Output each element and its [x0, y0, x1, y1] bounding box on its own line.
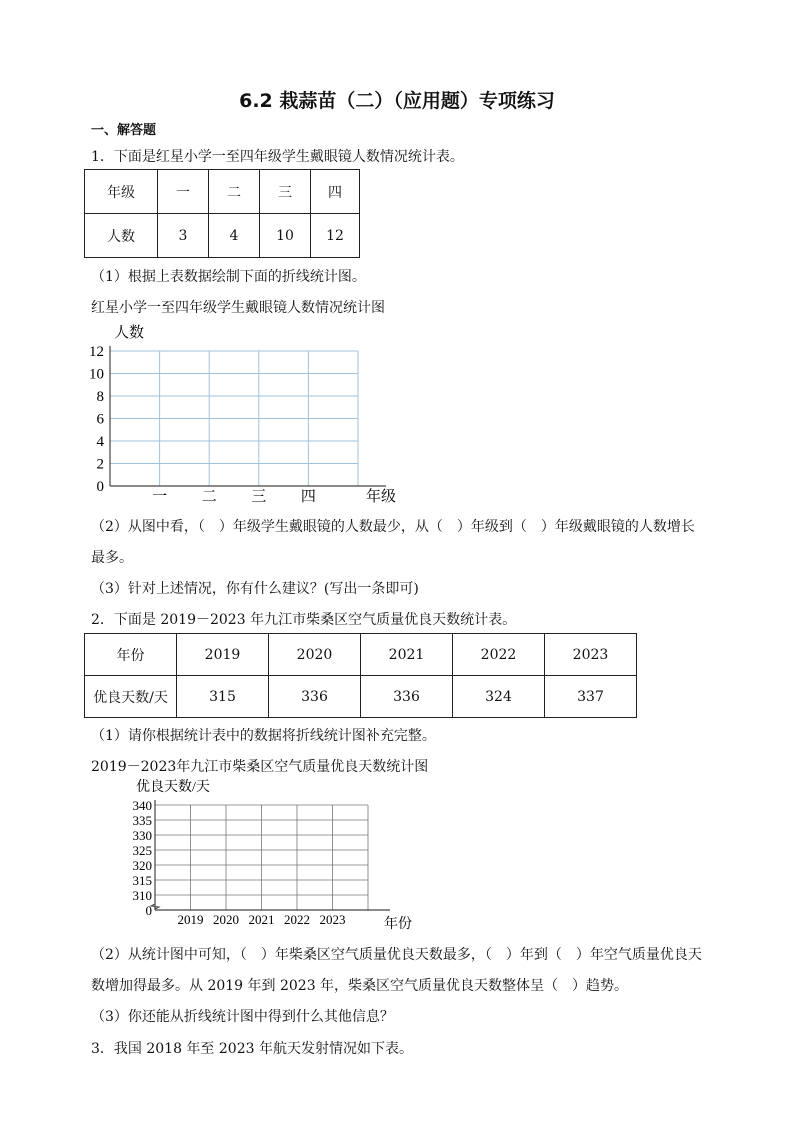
q1-table — [84, 169, 360, 258]
q1-table-cell: 10 — [260, 214, 311, 258]
q2-table-cell: 2021 — [361, 634, 453, 676]
q1-y-tick-label: 10 — [89, 366, 104, 383]
page-title: 6.2 栽蒜苗（二）（应用题）专项练习 — [239, 90, 555, 112]
q2-table-cell: 2022 — [453, 634, 545, 676]
q2-table-cell: 年份 — [85, 634, 177, 676]
q1-table-cell: 3 — [158, 214, 209, 258]
q2-sub3: （3）你还能从折线统计图中得到什么其他信息？ — [91, 1009, 394, 1025]
q2-sub2-line1: （2）从统计图中可知，（ ）年柴桑区空气质量优良天数最多，（ ）年到（ ）年空气质量优良天 — [91, 947, 702, 963]
q1-line-chart — [84, 320, 424, 508]
q1-table-row — [85, 170, 360, 214]
q2-x-tick-label: 2020 — [213, 912, 239, 927]
q2-sub2-line2: 数增加得最多。从 2019 年到 2023 年，柴桑区空气质量优良天数整体呈（ ）趋势。 — [91, 978, 629, 994]
q1-sub1: （1）根据上表数据绘制下面的折线统计图。 — [91, 269, 366, 285]
q1-x-tick-label: 四 — [300, 489, 316, 505]
q1-x-tick-label: 三 — [251, 489, 267, 505]
q2-y-tick-label: 0 — [145, 903, 152, 918]
q2-y-axis-label: 优良天数/天 — [136, 780, 210, 795]
q2-x-tick-label: 2019 — [177, 912, 204, 927]
q1-y-tick-label: 8 — [96, 389, 104, 405]
q2-y-tick-label: 315 — [132, 873, 152, 888]
q2-chart-title: 2019－2023年九江市柴桑区空气质量优良天数统计图 — [91, 759, 429, 775]
q2-table-cell: 336 — [361, 676, 453, 718]
q1-x-tick-label: 二 — [201, 489, 217, 505]
q1-table-cell: 人数 — [85, 214, 158, 258]
q1-table-cell: 三 — [260, 170, 311, 214]
q1-table-cell: 一 — [158, 170, 209, 214]
q2-y-tick-label: 310 — [132, 888, 152, 903]
q2-table-cell: 2019 — [177, 634, 269, 676]
q2-y-tick-label: 320 — [132, 858, 152, 873]
q2-table-row — [85, 634, 637, 676]
q1-sub3: （3）针对上述情况，你有什么建议？(写出一条即可) — [91, 581, 419, 597]
q1-table-cell: 二 — [209, 170, 260, 214]
q2-x-axis-label: 年份 — [384, 917, 412, 932]
q2-table-cell: 2020 — [269, 634, 361, 676]
q2-y-tick-label: 340 — [132, 798, 152, 813]
q2-table-cell: 优良天数/天 — [85, 676, 177, 718]
q2-table-cell: 337 — [545, 676, 637, 718]
q1-y-tick-label: 2 — [96, 456, 104, 473]
q2-x-tick-label: 2022 — [284, 912, 310, 927]
q2-table-cell: 315 — [177, 676, 269, 718]
q1-stem: 1．下面是红星小学一至四年级学生戴眼镜人数情况统计表。 — [91, 149, 464, 165]
q1-table-cell: 四 — [311, 170, 360, 214]
q1-sub2-line1: （2）从图中看，（ ）年级学生戴眼镜的人数最少，从（ ）年级到（ ）年级戴眼镜的人数增长 — [91, 519, 695, 535]
q2-table-row — [85, 676, 637, 718]
q3-stem: 3．我国 2018 年至 2023 年航天发射情况如下表。 — [91, 1041, 413, 1057]
q2-x-tick-label: 2023 — [319, 912, 346, 927]
q1-x-tick-label: 一 — [152, 489, 168, 505]
q2-stem: 2．下面是 2019－2023 年九江市柴桑区空气质量优良天数统计表。 — [91, 612, 517, 628]
q2-table-cell: 2023 — [545, 634, 637, 676]
q1-y-tick-label: 4 — [96, 434, 104, 450]
q1-y-tick-label: 12 — [89, 344, 104, 360]
q2-y-tick-label: 325 — [132, 843, 152, 858]
q1-table-row — [85, 214, 360, 258]
q1-table-cell: 4 — [209, 214, 260, 258]
q1-x-axis-label: 年级 — [366, 489, 397, 505]
q1-y-tick-label: 0 — [96, 479, 104, 495]
q2-table-cell: 336 — [269, 676, 361, 718]
q1-y-axis-label: 人数 — [114, 325, 145, 341]
q2-y-tick-label: 330 — [132, 828, 152, 843]
q2-sub1: （1）请你根据统计表中的数据将折线统计图补充完整。 — [91, 728, 436, 744]
q2-x-tick-label: 2021 — [248, 912, 275, 927]
q2-table-cell: 324 — [453, 676, 545, 718]
q1-y-tick-label: 6 — [96, 411, 104, 428]
q1-table-cell: 12 — [311, 214, 360, 258]
q2-y-tick-label: 335 — [132, 813, 152, 828]
q2-line-chart — [120, 776, 420, 934]
q1-chart-title: 红星小学一至四年级学生戴眼镜人数情况统计图 — [91, 300, 385, 316]
section-heading: 一、解答题 — [91, 123, 157, 138]
q2-table — [84, 633, 637, 718]
q1-table-cell: 年级 — [85, 170, 158, 214]
q1-sub2-line2: 最多。 — [91, 550, 133, 566]
